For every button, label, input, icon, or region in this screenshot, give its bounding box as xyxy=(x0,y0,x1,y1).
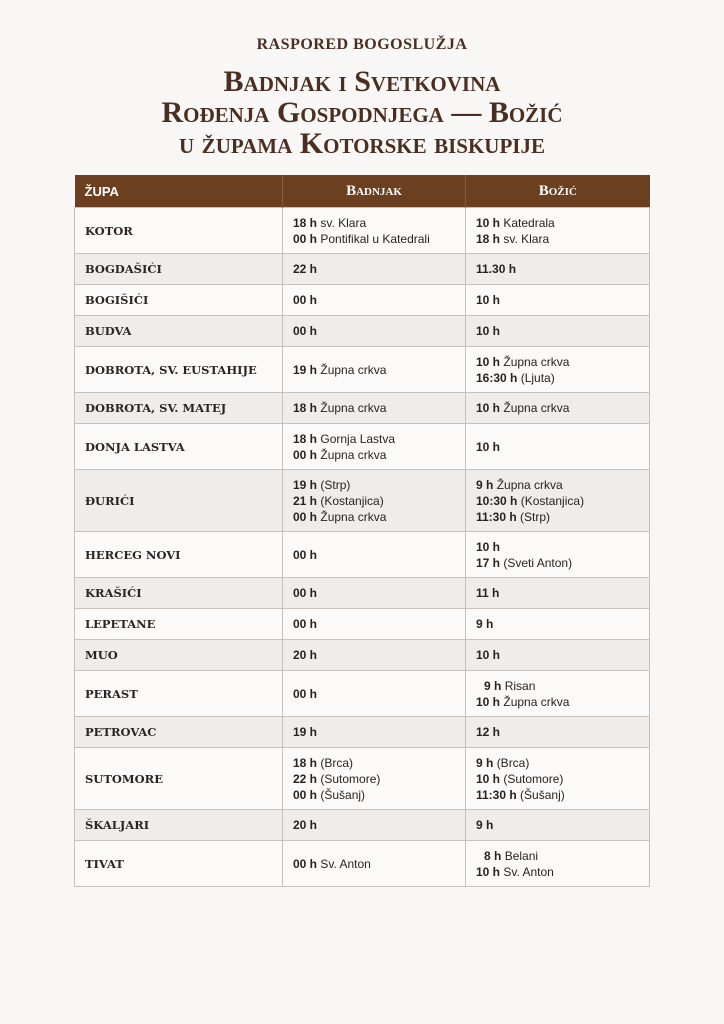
service-time-entry xyxy=(293,787,455,803)
badnjak-times xyxy=(283,424,466,470)
service-location: (Kostanjica) xyxy=(520,493,585,508)
service-time-entry xyxy=(293,231,455,247)
table-row xyxy=(75,254,650,285)
service-time-entry xyxy=(293,771,455,787)
header-bozic: Božić xyxy=(466,175,650,208)
title-line: u župama Kotorske biskupije xyxy=(179,127,545,160)
table-row xyxy=(75,609,650,640)
parish-name: DOBROTA, SV. EUSTAHIJE xyxy=(75,347,283,393)
service-time-entry xyxy=(293,400,455,416)
badnjak-times xyxy=(283,316,466,347)
service-time-entry xyxy=(293,647,455,663)
service-time: 10 h xyxy=(476,648,501,662)
service-time-entry xyxy=(293,585,455,601)
parish-name: ŠKALJARI xyxy=(75,810,283,841)
service-time-entry xyxy=(476,694,639,710)
service-time: 18 h xyxy=(476,231,501,246)
bozic-times xyxy=(466,640,650,671)
service-time: 18 h xyxy=(293,431,318,446)
table-row xyxy=(75,424,650,470)
service-location: Belani xyxy=(504,848,539,863)
badnjak-times xyxy=(283,347,466,393)
parish-name: LEPETANE xyxy=(75,609,283,640)
table-header xyxy=(75,175,650,208)
bozic-times xyxy=(466,578,650,609)
service-location: (Strp) xyxy=(520,509,551,524)
table-body xyxy=(75,208,650,887)
service-time: 11.30 h xyxy=(476,262,517,276)
service-location: Sv. Anton xyxy=(320,856,371,871)
header-badnjak: Badnjak xyxy=(283,175,466,208)
parish-name: HERCEG NOVI xyxy=(75,532,283,578)
service-time-entry xyxy=(293,509,455,525)
service-time: 16:30 h xyxy=(476,370,518,385)
service-time: 10 h xyxy=(476,539,501,554)
bozic-times xyxy=(466,841,650,887)
service-time-entry xyxy=(293,447,455,463)
service-time: 19 h xyxy=(293,362,318,377)
bozic-times xyxy=(466,285,650,316)
service-location: (Sutomore) xyxy=(503,771,564,786)
schedule-table xyxy=(74,175,650,887)
service-time-entry xyxy=(476,370,639,386)
bozic-times xyxy=(466,532,650,578)
service-time: 10 h xyxy=(476,215,501,230)
parish-name: PETROVAC xyxy=(75,717,283,748)
service-location: (Kostanjica) xyxy=(320,493,384,508)
bozic-times xyxy=(466,810,650,841)
service-time-entry xyxy=(293,755,455,771)
service-location: Župna crkva xyxy=(320,401,387,415)
badnjak-times xyxy=(283,578,466,609)
service-time: 00 h xyxy=(293,447,318,462)
service-time: 19 h xyxy=(293,477,318,492)
service-time: 18 h xyxy=(293,401,318,415)
bozic-times xyxy=(466,347,650,393)
parish-name: KRAŠIĆI xyxy=(75,578,283,609)
page-title xyxy=(0,66,724,159)
service-time-entry xyxy=(293,817,455,833)
service-time: 9 h xyxy=(476,818,494,832)
service-time-entry xyxy=(293,493,455,509)
service-time: 18 h xyxy=(293,215,318,230)
service-time-entry xyxy=(293,323,455,339)
service-location: Župna crkva xyxy=(496,477,563,492)
service-location: Župna crkva xyxy=(320,362,387,377)
badnjak-times xyxy=(283,609,466,640)
service-location: Župna crkva xyxy=(320,509,387,524)
service-time-entry xyxy=(476,477,639,493)
badnjak-times xyxy=(283,640,466,671)
service-time: 00 h xyxy=(293,686,318,701)
bozic-times xyxy=(466,609,650,640)
service-time-entry xyxy=(476,585,639,601)
table-row xyxy=(75,470,650,532)
bozic-times xyxy=(466,316,650,347)
service-time: 20 h xyxy=(293,648,318,662)
service-location: (Šušanj) xyxy=(520,787,565,802)
table-row xyxy=(75,285,650,316)
service-time-entry xyxy=(293,215,455,231)
badnjak-times xyxy=(283,393,466,424)
service-location: Risan xyxy=(504,678,536,693)
badnjak-times xyxy=(283,532,466,578)
bozic-times xyxy=(466,254,650,285)
title-line: Badnjak i Svetkovina xyxy=(223,65,501,98)
table-row xyxy=(75,393,650,424)
service-time-entry xyxy=(476,292,639,308)
service-time: 00 h xyxy=(293,547,318,562)
service-time-entry xyxy=(293,616,455,632)
badnjak-times xyxy=(283,254,466,285)
page-kicker: RASPORED BOGOSLUŽJA xyxy=(256,36,468,53)
service-time: 10 h xyxy=(476,694,501,709)
service-time-entry xyxy=(476,323,639,339)
service-time: 10 h xyxy=(476,354,501,369)
service-time: 9 h xyxy=(476,617,494,631)
service-time-entry xyxy=(476,215,639,231)
badnjak-times xyxy=(283,470,466,532)
service-location: (Sveti Anton) xyxy=(503,555,573,570)
service-time-entry xyxy=(476,755,639,771)
badnjak-times xyxy=(283,285,466,316)
bozic-times xyxy=(466,671,650,717)
service-time: 00 h xyxy=(293,586,318,600)
parish-name: PERAST xyxy=(75,671,283,717)
service-location: Župna crkva xyxy=(503,694,570,709)
service-time-entry xyxy=(293,292,455,308)
table-row xyxy=(75,208,650,254)
service-time-entry xyxy=(476,261,639,277)
service-time-entry xyxy=(476,231,639,247)
service-time: 11:30 h xyxy=(476,787,517,802)
header-parish: ŽUPA xyxy=(75,175,283,208)
table-row xyxy=(75,578,650,609)
badnjak-times xyxy=(283,208,466,254)
service-location: (Brca) xyxy=(320,755,354,770)
parish-name: ĐURIĆI xyxy=(75,470,283,532)
service-time: 22 h xyxy=(293,262,318,276)
badnjak-times xyxy=(283,671,466,717)
service-time-entry xyxy=(476,724,639,740)
service-time-entry xyxy=(476,864,639,880)
service-time: 00 h xyxy=(293,293,318,307)
service-time: 21 h xyxy=(293,493,318,508)
parish-name: BOGDAŠIĆI xyxy=(75,254,283,285)
service-location: sv. Klara xyxy=(503,231,550,246)
service-time-entry xyxy=(293,362,455,378)
parish-name: SUTOMORE xyxy=(75,748,283,810)
service-time: 9 h xyxy=(484,678,502,693)
service-location: sv. Klara xyxy=(320,215,367,230)
service-time-entry xyxy=(476,539,639,555)
service-time: 19 h xyxy=(293,725,318,739)
table-row xyxy=(75,640,650,671)
service-time-entry xyxy=(476,439,639,455)
bozic-times xyxy=(466,748,650,810)
service-time: 10 h xyxy=(476,324,501,338)
service-location: Gornja Lastva xyxy=(320,431,396,446)
service-location: Župna crkva xyxy=(320,447,387,462)
table-row xyxy=(75,748,650,810)
service-time-entry xyxy=(293,547,455,563)
table-row xyxy=(75,717,650,748)
service-time: 10 h xyxy=(476,864,501,879)
service-time-entry xyxy=(476,616,639,632)
badnjak-times xyxy=(283,810,466,841)
parish-name: DOBROTA, SV. MATEJ xyxy=(75,393,283,424)
service-time-entry xyxy=(293,477,455,493)
service-time: 00 h xyxy=(293,324,318,338)
parish-name: TIVAT xyxy=(75,841,283,887)
service-time-entry xyxy=(476,493,639,509)
table-row xyxy=(75,347,650,393)
service-time: 17 h xyxy=(476,555,501,570)
table-row xyxy=(75,810,650,841)
service-time: 10 h xyxy=(476,293,501,307)
parish-name: MUO xyxy=(75,640,283,671)
service-time-entry xyxy=(476,647,639,663)
service-time-entry xyxy=(293,724,455,740)
table-row xyxy=(75,671,650,717)
service-time: 20 h xyxy=(293,818,318,832)
service-location: Sv. Anton xyxy=(503,864,554,879)
service-time-entry xyxy=(293,431,455,447)
service-location: Pontifikal u Katedrali xyxy=(320,231,430,246)
service-location: (Ljuta) xyxy=(520,370,555,385)
service-time-entry xyxy=(476,555,639,571)
service-time: 10 h xyxy=(476,401,501,415)
service-time-entry xyxy=(293,261,455,277)
service-time-entry xyxy=(476,678,639,694)
parish-name: DONJA LASTVA xyxy=(75,424,283,470)
service-time: 11:30 h xyxy=(476,509,517,524)
service-location: Katedrala xyxy=(503,215,555,230)
service-time: 11 h xyxy=(476,586,500,600)
service-time: 9 h xyxy=(476,755,494,770)
bozic-times xyxy=(466,393,650,424)
service-time: 00 h xyxy=(293,787,318,802)
table-row xyxy=(75,532,650,578)
table-row xyxy=(75,316,650,347)
service-location: (Strp) xyxy=(320,477,351,492)
service-location: Župna crkva xyxy=(503,401,570,415)
service-time: 12 h xyxy=(476,725,501,739)
service-time-entry xyxy=(476,509,639,525)
service-time: 9 h xyxy=(476,477,494,492)
bozic-times xyxy=(466,208,650,254)
parish-name: KOTOR xyxy=(75,208,283,254)
service-location: Župna crkva xyxy=(503,354,570,369)
parish-name: BOGIŠIĆI xyxy=(75,285,283,316)
service-location: (Sutomore) xyxy=(320,771,381,786)
service-time: 00 h xyxy=(293,856,318,871)
service-time-entry xyxy=(293,856,455,872)
bozic-times xyxy=(466,470,650,532)
service-time-entry xyxy=(476,354,639,370)
badnjak-times xyxy=(283,717,466,748)
service-time: 00 h xyxy=(293,509,318,524)
service-time: 10 h xyxy=(476,439,501,454)
bozic-times xyxy=(466,717,650,748)
service-time: 8 h xyxy=(484,848,502,863)
title-line: Rođenja Gospodnjega — Božić xyxy=(161,96,563,129)
service-time-entry xyxy=(293,686,455,702)
service-time: 10:30 h xyxy=(476,493,518,508)
service-time: 00 h xyxy=(293,617,318,631)
service-time-entry xyxy=(476,400,639,416)
badnjak-times xyxy=(283,748,466,810)
service-time: 22 h xyxy=(293,771,318,786)
service-location: (Šušanj) xyxy=(320,787,366,802)
table-row xyxy=(75,841,650,887)
service-location: (Brca) xyxy=(496,755,530,770)
service-time: 00 h xyxy=(293,231,318,246)
badnjak-times xyxy=(283,841,466,887)
service-time: 10 h xyxy=(476,771,501,786)
service-time-entry xyxy=(476,848,639,864)
service-time: 18 h xyxy=(293,755,318,770)
service-time-entry xyxy=(476,787,639,803)
bozic-times xyxy=(466,424,650,470)
service-time-entry xyxy=(476,817,639,833)
service-time-entry xyxy=(476,771,639,787)
parish-name: BUDVA xyxy=(75,316,283,347)
